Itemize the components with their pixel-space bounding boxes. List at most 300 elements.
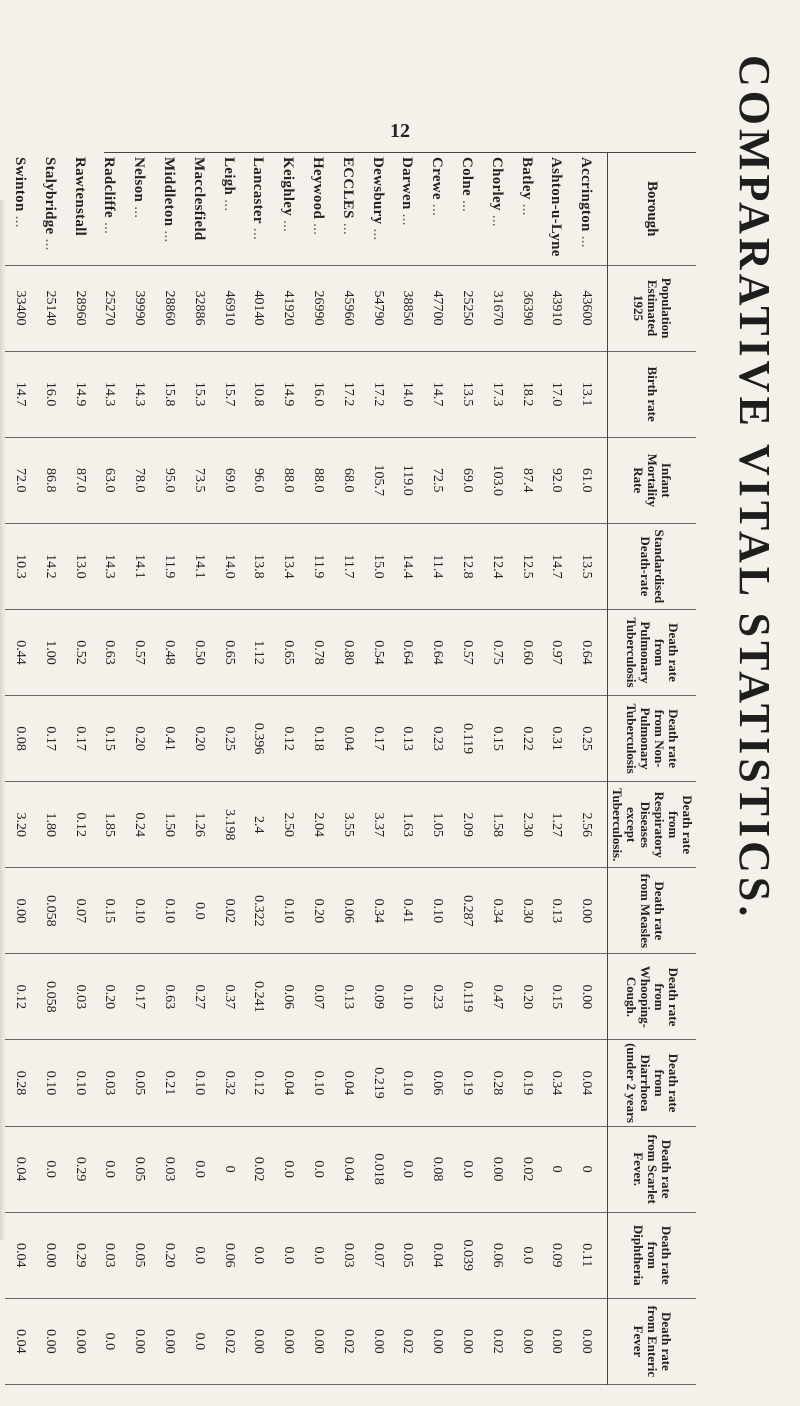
table-cell: 0.119 [452, 954, 482, 1040]
borough-name [482, 153, 512, 265]
table-cell: 0.04 [5, 1298, 35, 1384]
leader-dots: ... [339, 218, 356, 236]
table-cell: 88.0 [303, 437, 333, 523]
table-cell: 14.7 [422, 351, 452, 437]
table-cell: 0.37 [214, 954, 244, 1040]
borough-name [243, 153, 273, 265]
borough-name [273, 153, 303, 265]
table-cell: 63.0 [94, 437, 124, 523]
table-cell: 11.9 [154, 523, 184, 609]
table-row [452, 153, 482, 1385]
borough-name [65, 153, 95, 265]
table-row [35, 153, 65, 1385]
table-cell: 0.23 [422, 696, 452, 782]
table-cell: 0.04 [422, 1212, 452, 1298]
table-cell: 14.3 [94, 351, 124, 437]
table-cell: 0.0 [303, 1126, 333, 1212]
table-cell: 0.0 [392, 1126, 422, 1212]
table-cell: 69.0 [452, 437, 482, 523]
table-cell: 96.0 [243, 437, 273, 523]
borough-label: Radcliffe [101, 157, 118, 219]
table-cell: 0.10 [273, 868, 303, 954]
table-body [5, 153, 607, 1385]
table-cell: 0.00 [243, 1298, 273, 1384]
table-cell: 10.3 [5, 523, 35, 609]
table-cell: 0.03 [333, 1212, 363, 1298]
table-row [541, 153, 571, 1385]
table-row [482, 153, 512, 1385]
leader-dots: ... [369, 224, 386, 241]
table-cell: 0.64 [571, 609, 607, 695]
leader-dots: ... [220, 195, 237, 212]
table-cell: 0.06 [214, 1212, 244, 1298]
table-cell: 38850 [392, 265, 422, 351]
borough-name [214, 153, 244, 265]
borough-name [512, 153, 542, 265]
column-header: Death rate from Enteric Fever [608, 1298, 697, 1384]
table-cell: 1.58 [482, 782, 512, 868]
table-cell: 0.12 [5, 954, 35, 1040]
table-row [124, 153, 154, 1385]
table-cell: 0.21 [154, 1040, 184, 1126]
table-cell: 0.04 [5, 1126, 35, 1212]
table-cell: 0.09 [363, 954, 393, 1040]
table-cell: 0.018 [363, 1126, 393, 1212]
table-cell: 46910 [214, 265, 244, 351]
borough-name [452, 153, 482, 265]
table-cell: 0.0 [35, 1126, 65, 1212]
table-cell: 31670 [482, 265, 512, 351]
table-cell: 11.7 [333, 523, 363, 609]
table-cell: 11.4 [422, 523, 452, 609]
table-cell: 0 [571, 1126, 607, 1212]
leader-dots: ... [309, 219, 326, 236]
table-cell: 103.0 [482, 437, 512, 523]
borough-name [184, 153, 214, 265]
table-cell: 0.48 [154, 609, 184, 695]
column-header: Standardised Death-rate [608, 523, 697, 609]
table-cell: 0.10 [124, 868, 154, 954]
borough-label: Crewe [429, 157, 446, 200]
table-cell: 0.23 [422, 954, 452, 1040]
borough-label: Dewsbury [369, 157, 386, 225]
table-cell: 0.31 [541, 696, 571, 782]
column-header: Death rate from Pulmonary Tuberculosis [608, 609, 697, 695]
table-cell: 0.00 [571, 954, 607, 1040]
borough-label: Macclesfield [190, 157, 207, 241]
column-header: Infant Mortality Rate [608, 437, 697, 523]
table-cell: 0.07 [303, 954, 333, 1040]
table-cell: 0.00 [452, 1298, 482, 1384]
table-cell: 2.4 [243, 782, 273, 868]
leader-dots: ... [488, 210, 505, 227]
table-cell: 0.05 [124, 1040, 154, 1126]
column-header: Death rate from Measles [608, 868, 697, 954]
table-cell: 0.10 [392, 954, 422, 1040]
table-cell: 2.30 [512, 782, 542, 868]
table-cell: 0.322 [243, 868, 273, 954]
table-row [273, 153, 303, 1385]
table-cell: 1.50 [154, 782, 184, 868]
borough-label: Batley [518, 157, 535, 200]
table-cell: 0.06 [333, 868, 363, 954]
borough-name [363, 153, 393, 265]
table-cell: 0.57 [452, 609, 482, 695]
table-cell: 0.00 [571, 868, 607, 954]
table-cell: 0.20 [94, 954, 124, 1040]
table-cell: 0.20 [124, 696, 154, 782]
table-row [5, 153, 35, 1385]
table-cell: 0.19 [452, 1040, 482, 1126]
borough-name [124, 153, 154, 265]
column-header: Birth rate [608, 351, 697, 437]
column-header: Death rate from Scarlet Fever. [608, 1126, 697, 1212]
table-cell: 0.02 [392, 1298, 422, 1384]
table-cell: 0.02 [214, 868, 244, 954]
table-cell: 0.06 [422, 1040, 452, 1126]
table-cell: 0.00 [422, 1298, 452, 1384]
column-header-borough: Borough [608, 153, 697, 265]
leader-dots: ... [578, 231, 595, 248]
table-cell: 0.47 [482, 954, 512, 1040]
table-row [333, 153, 363, 1385]
table-cell: 14.0 [214, 523, 244, 609]
borough-label: Swinton [11, 157, 28, 212]
table-cell: 0.00 [571, 1298, 607, 1384]
table-cell: 14.2 [35, 523, 65, 609]
table-cell: 0.24 [124, 782, 154, 868]
table-cell: 0.60 [512, 609, 542, 695]
table-cell: 32886 [184, 265, 214, 351]
page-number: 12 [390, 120, 410, 142]
table-cell: 39990 [124, 265, 154, 351]
borough-name [571, 153, 607, 265]
table-cell: 0.02 [482, 1298, 512, 1384]
table-cell: 14.7 [541, 523, 571, 609]
table-cell: 15.8 [154, 351, 184, 437]
table-cell: 2.50 [273, 782, 303, 868]
table-cell: 13.5 [571, 523, 607, 609]
table-cell: 36390 [512, 265, 542, 351]
table-cell: 0.41 [154, 696, 184, 782]
leader-dots: ... [11, 211, 28, 228]
table-cell: 0.0 [512, 1212, 542, 1298]
table-cell: 86.8 [35, 437, 65, 523]
table-cell: 0.0 [184, 868, 214, 954]
table-cell: 3.20 [5, 782, 35, 868]
table-cell: 0.07 [65, 868, 95, 954]
borough-label: Middleton [160, 157, 177, 227]
table-cell: 0.17 [363, 696, 393, 782]
table-cell: 0.19 [512, 1040, 542, 1126]
table-cell: 0.30 [512, 868, 542, 954]
table-cell: 0.04 [5, 1212, 35, 1298]
table-row [214, 153, 244, 1385]
table-cell: 0.52 [65, 609, 95, 695]
table-cell: 73.5 [184, 437, 214, 523]
table-cell: 87.0 [65, 437, 95, 523]
table-cell: 0.08 [5, 696, 35, 782]
table-cell: 0.10 [303, 1040, 333, 1126]
table-cell: 72.0 [5, 437, 35, 523]
table-cell: 0.20 [303, 868, 333, 954]
table-cell: 78.0 [124, 437, 154, 523]
table-cell: 14.3 [124, 351, 154, 437]
table-cell: 0.15 [482, 696, 512, 782]
table-cell: 1.12 [243, 609, 273, 695]
leader-dots: ... [280, 216, 297, 233]
table-cell: 0.25 [571, 696, 607, 782]
table-cell: 68.0 [333, 437, 363, 523]
table-cell: 17.3 [482, 351, 512, 437]
column-header: Death rate from Whooping-Cough. [608, 954, 697, 1040]
table-cell: 0.00 [541, 1298, 571, 1384]
table-cell: 0.10 [65, 1040, 95, 1126]
table-cell: 0.12 [243, 1040, 273, 1126]
table-cell: 0.75 [482, 609, 512, 695]
borough-label: Keighley [280, 157, 297, 217]
table-cell: 0.0 [94, 1126, 124, 1212]
table-cell: 0.04 [333, 1126, 363, 1212]
table-cell: 87.4 [512, 437, 542, 523]
borough-label: Colne [458, 157, 475, 196]
table-cell: 0.02 [214, 1298, 244, 1384]
table-cell: 0.22 [512, 696, 542, 782]
table-cell: 0.0 [452, 1126, 482, 1212]
borough-label: Leigh [220, 157, 237, 196]
table-cell: 3.55 [333, 782, 363, 868]
table-cell: 2.04 [303, 782, 333, 868]
table-cell: 0.20 [184, 696, 214, 782]
table-cell: 0.10 [184, 1040, 214, 1126]
table-cell: 13.5 [452, 351, 482, 437]
table-cell: 1.00 [35, 609, 65, 695]
table-cell: 0.02 [333, 1298, 363, 1384]
table-row [94, 153, 124, 1385]
table-cell: 0.17 [65, 696, 95, 782]
table-row [363, 153, 393, 1385]
table-cell: 1.80 [35, 782, 65, 868]
borough-name [541, 153, 571, 265]
table-cell: 0.0 [184, 1298, 214, 1384]
leader-dots: ... [160, 226, 177, 243]
table-cell: 0.20 [512, 954, 542, 1040]
table-row [392, 153, 422, 1385]
table-cell: 0.15 [94, 696, 124, 782]
borough-label: Lancaster [250, 157, 267, 224]
table-cell: 0.06 [273, 954, 303, 1040]
table-cell: 95.0 [154, 437, 184, 523]
table-cell: 3.37 [363, 782, 393, 868]
table-cell: 0.00 [482, 1126, 512, 1212]
column-header: Death rate from Diarrhoea (under 2 years [608, 1040, 697, 1126]
table-cell: 2.09 [452, 782, 482, 868]
table-cell: 15.0 [363, 523, 393, 609]
table-cell: 92.0 [541, 437, 571, 523]
table-cell: 0.00 [154, 1298, 184, 1384]
table-cell: 0.11 [571, 1212, 607, 1298]
table-cell: 0.12 [273, 696, 303, 782]
table-cell: 11.9 [303, 523, 333, 609]
table-cell: 0.0 [94, 1298, 124, 1384]
table-cell: 14.3 [94, 523, 124, 609]
table-cell: 15.3 [184, 351, 214, 437]
leader-dots: ... [101, 218, 118, 235]
table-cell: 0.41 [392, 868, 422, 954]
borough-label: Accrington [578, 157, 595, 232]
leader-dots: ... [458, 196, 475, 213]
table-header-row [608, 153, 697, 1385]
table-cell: 0.04 [333, 1040, 363, 1126]
borough-name [94, 153, 124, 265]
table-row [184, 153, 214, 1385]
statistics-table-frame [11, 152, 696, 1385]
table-row [303, 153, 333, 1385]
table-cell: 0.13 [333, 954, 363, 1040]
table-cell: 0.02 [512, 1126, 542, 1212]
column-header: Death rate from Respiratory Diseases except Tuberculosis. [608, 782, 697, 868]
leader-dots: ... [41, 234, 58, 251]
table-cell: 0.219 [363, 1040, 393, 1126]
table-cell: 0.039 [452, 1212, 482, 1298]
table-row [512, 153, 542, 1385]
table-cell: 0.57 [124, 609, 154, 695]
table-cell: 0.03 [65, 954, 95, 1040]
table-cell: 0.0 [273, 1126, 303, 1212]
leader-dots: ... [429, 199, 446, 217]
table-cell: 1.26 [184, 782, 214, 868]
column-header: Death rate from Diphtheria [608, 1212, 697, 1298]
table-cell: 14.9 [273, 351, 303, 437]
table-cell: 0.241 [243, 954, 273, 1040]
table-cell: 88.0 [273, 437, 303, 523]
table-cell: 13.0 [65, 523, 95, 609]
table-cell: 0.63 [94, 609, 124, 695]
table-cell: 14.1 [184, 523, 214, 609]
table-cell: 0.13 [392, 696, 422, 782]
table-cell: 0.0 [273, 1212, 303, 1298]
table-cell: 0.34 [363, 868, 393, 954]
table-cell: 61.0 [571, 437, 607, 523]
table-cell: 0.28 [482, 1040, 512, 1126]
table-cell: 0.20 [154, 1212, 184, 1298]
table-cell: 0.00 [35, 1298, 65, 1384]
page-title: COMPARATIVE VITAL STATISTICS. [730, 55, 779, 921]
table-cell: 0.04 [273, 1040, 303, 1126]
borough-label: Chorley [488, 157, 505, 211]
table-cell: 0.13 [541, 868, 571, 954]
table-cell: 14.1 [124, 523, 154, 609]
table-cell: 0.04 [333, 696, 363, 782]
leader-dots: ... [250, 223, 267, 241]
table-cell: 16.0 [35, 351, 65, 437]
borough-name [35, 153, 65, 265]
table-cell: 14.4 [392, 523, 422, 609]
table-cell: 0.25 [214, 696, 244, 782]
table-cell: 43600 [571, 265, 607, 351]
table-cell: 0.03 [94, 1040, 124, 1126]
table-cell: 0.80 [333, 609, 363, 695]
borough-name [154, 153, 184, 265]
table-cell: 13.4 [273, 523, 303, 609]
borough-label: Heywood [309, 157, 326, 220]
table-cell: 0.64 [392, 609, 422, 695]
table-cell: 0.10 [154, 868, 184, 954]
table-cell: 17.2 [333, 351, 363, 437]
table-cell: 0.0 [303, 1212, 333, 1298]
table-cell: 12.8 [452, 523, 482, 609]
table-cell: 0 [214, 1126, 244, 1212]
borough-label: Nelson [131, 157, 148, 203]
table-cell: 0.00 [124, 1298, 154, 1384]
table-cell: 0.64 [422, 609, 452, 695]
table-cell: 119.0 [392, 437, 422, 523]
table-cell: 0.05 [392, 1212, 422, 1298]
table-cell: 0.00 [512, 1298, 542, 1384]
table-cell: 0.29 [65, 1126, 95, 1212]
borough-name [333, 153, 363, 265]
table-cell: 0.08 [422, 1126, 452, 1212]
table-cell: 12.4 [482, 523, 512, 609]
table-cell: 0.00 [5, 868, 35, 954]
table-cell: 0.65 [273, 609, 303, 695]
table-cell: 0.15 [541, 954, 571, 1040]
table-cell: 0.50 [184, 609, 214, 695]
table-cell: 25270 [94, 265, 124, 351]
table-cell: 0.00 [273, 1298, 303, 1384]
table-cell: 2.56 [571, 782, 607, 868]
table-cell: 17.2 [363, 351, 393, 437]
table-cell: 1.85 [94, 782, 124, 868]
table-cell: 14.7 [5, 351, 35, 437]
table-cell: 43910 [541, 265, 571, 351]
table-cell: 0.28 [5, 1040, 35, 1126]
table-row [154, 153, 184, 1385]
table-cell: 16.0 [303, 351, 333, 437]
borough-name [422, 153, 452, 265]
table-cell: 18.2 [512, 351, 542, 437]
table-cell: 0.97 [541, 609, 571, 695]
table-cell: 0.058 [35, 954, 65, 1040]
table-cell: 0.63 [154, 954, 184, 1040]
table-cell: 45960 [333, 265, 363, 351]
table-cell: 0.54 [363, 609, 393, 695]
table-cell: 28860 [154, 265, 184, 351]
table-cell: 0.17 [124, 954, 154, 1040]
table-cell: 0.34 [541, 1040, 571, 1126]
table-row [243, 153, 273, 1385]
table-cell: 3.198 [214, 782, 244, 868]
borough-label: Darwen [399, 157, 416, 210]
table-cell: 0.0 [184, 1126, 214, 1212]
table-cell: 0.05 [124, 1212, 154, 1298]
table-cell: 0.04 [571, 1040, 607, 1126]
table-cell: 26990 [303, 265, 333, 351]
borough-name [392, 153, 422, 265]
table-cell: 0.27 [184, 954, 214, 1040]
table-cell: 1.63 [392, 782, 422, 868]
table-cell: 0 [541, 1126, 571, 1212]
table-cell: 0.34 [482, 868, 512, 954]
table-cell: 0.07 [363, 1212, 393, 1298]
table-cell: 0.0 [243, 1212, 273, 1298]
table-cell: 0.10 [35, 1040, 65, 1126]
table-cell: 0.00 [363, 1298, 393, 1384]
table-cell: 0.03 [154, 1126, 184, 1212]
table-cell: 0.17 [35, 696, 65, 782]
table-cell: 33400 [5, 265, 35, 351]
table-cell: 0.10 [422, 868, 452, 954]
